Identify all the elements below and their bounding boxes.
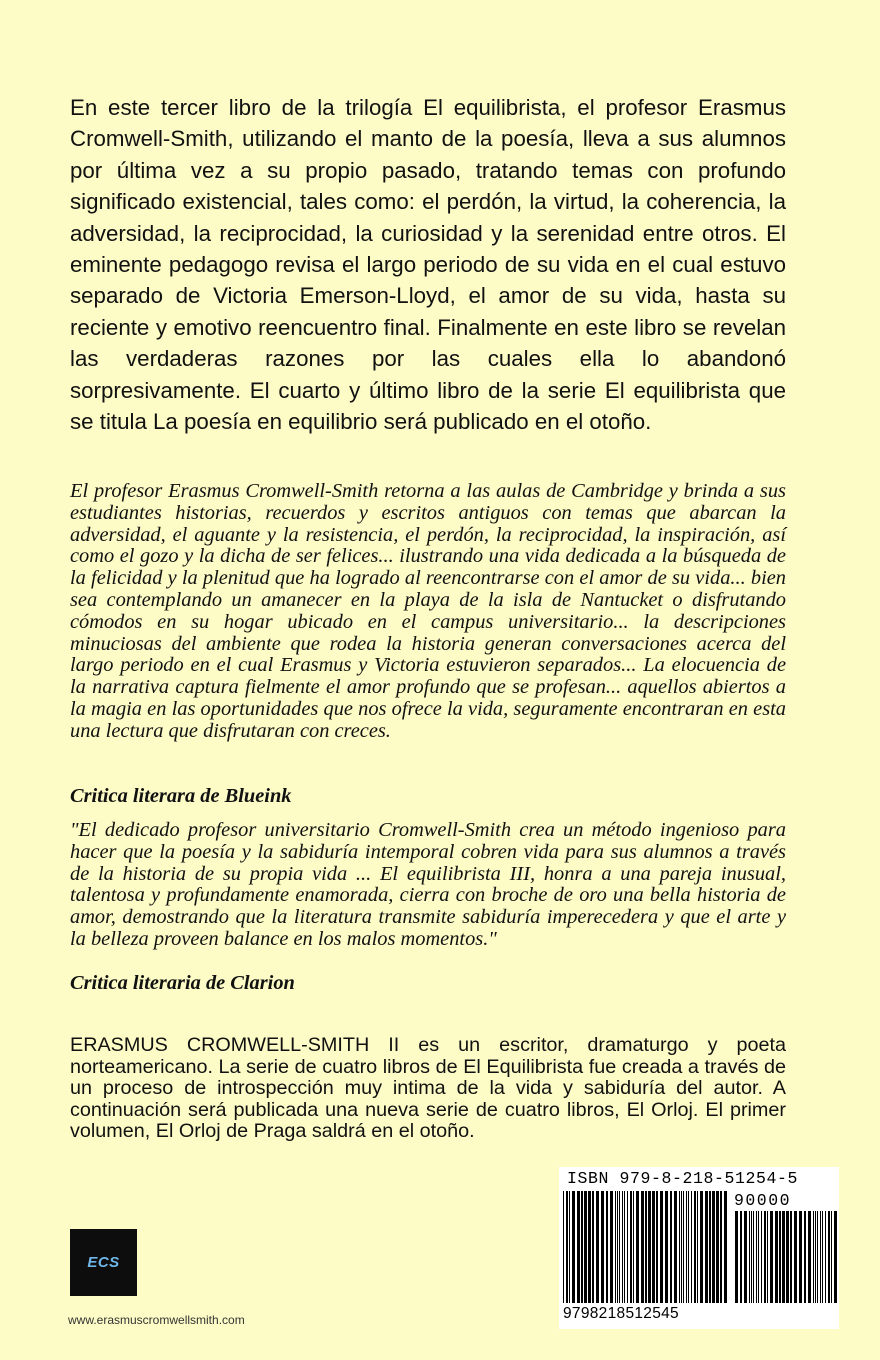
barcode-bar [688,1191,689,1303]
barcode-bar [828,1211,830,1303]
barcode-bar [645,1191,647,1303]
barcode-bar [820,1211,821,1303]
website-url: www.erasmuscromwellsmith.com [68,1313,245,1327]
barcode-bar [615,1191,616,1303]
review-clarion-credit: Critica literaria de Clarion [70,972,295,994]
barcode-bar [569,1191,570,1303]
barcode-bar [697,1191,698,1303]
barcode-bar [749,1211,750,1303]
barcode-bar [622,1191,623,1303]
barcode-bar [786,1211,789,1303]
barcode-bar [709,1191,711,1303]
barcode-bar [619,1191,620,1303]
barcode-bar [588,1191,591,1303]
barcode-bar [648,1191,651,1303]
barcode-bar [694,1191,696,1303]
barcode-bar [606,1191,608,1303]
addon-number: 90000 [734,1191,792,1210]
barcode-bar [794,1211,797,1303]
barcode-bar [656,1191,658,1303]
barcode-bar [577,1191,580,1303]
barcode-bar [627,1191,628,1303]
barcode-bar [712,1191,715,1303]
isbn-label: ISBN 979-8-218-51254-5 [567,1169,799,1188]
barcode-bar [630,1191,632,1303]
barcode-bar [808,1211,811,1303]
barcode-bar [753,1211,754,1303]
barcode-bar [799,1211,802,1303]
barcode-bar [775,1211,778,1303]
barcode-bar [641,1191,644,1303]
barcode-bar [744,1211,747,1303]
barcode-bar [779,1211,781,1303]
barcode-bar [761,1211,762,1303]
barcode-bar [584,1191,587,1303]
barcode-bar [700,1191,703,1303]
barcode-bar [834,1211,837,1303]
synopsis-paragraph: En este tercer libro de la trilogía El equilibrista, el profesor Erasmus Cromwell-Smith, utilizando el manto de la poesía, lleva a sus alumnos por última vez a su propio pasado, tratando temas con profundo significado existencial, tales como: el perdón, la virtud, la coherencia, la adversidad, la reciprocidad, la curiosidad y la serenidad entre otros. El eminente pedagogo revisa el largo periodo de su vida en el cual estuvo separado de Victoria Emerson-Lloyd, el amor de su vida, hasta su reciente y emotivo reencuentro final. Finalmente en este libro se revelan las verdaderas razones por las cuales ella lo abandonó sorpresivamente. El cuarto y último libro de la serie El equilibrista que se titula La poesía en equilibrio será publicado en el otoño. [70,95,786,435]
barcode-bar [572,1191,575,1303]
barcode-bar [601,1191,604,1303]
barcode-bar [617,1191,618,1303]
barcode-bar [825,1211,826,1303]
barcode-bar [566,1191,568,1303]
barcode-bar [790,1211,792,1303]
barcode-bar [679,1191,680,1303]
barcode-bar [758,1211,759,1303]
barcode-bar [674,1191,677,1303]
barcode-bar [636,1191,639,1303]
barcode-bar [756,1211,757,1303]
review-blueink-credit: Critica literara de Blueink [70,785,292,807]
barcode-bar [660,1191,663,1303]
barcode-bar [782,1211,785,1303]
barcode-bar [610,1191,613,1303]
barcode-bar [683,1191,684,1303]
barcode-bar [735,1211,738,1303]
barcode-bar [592,1191,594,1303]
isbn-barcode [559,1167,839,1329]
logo-text: ECS [87,1254,120,1271]
barcode-bar [581,1191,583,1303]
barcode-bar [665,1191,668,1303]
barcode-bar [563,1191,564,1303]
barcode-bar [804,1211,806,1303]
barcode-bar [716,1191,719,1303]
author-bio: ERASMUS CROMWELL-SMITH II es un escritor, dramaturgo y poeta norteamericano. La serie de cuatro libros de El Equilibrista fue creada a través de un proceso de introspección muy intima de la vida y sabiduría del autor. A continuación será publicada una nueva serie de cuatro libros, El Orloj. El primer volumen, El Orloj de Praga saldrá en el otoño. [70,1034,786,1143]
barcode-bar [831,1211,832,1303]
review-clarion-text: "El dedicado profesor universitario Cromwell-Smith crea un método ingenioso para hacer que la poesía y la sabiduría intemporal cobren vida para sus alumnos a través de la historia de su propia vida ... El equilibrista III, honra a una pareja inusual, talentosa y profundamente enamorada, cierra con broche de oro una bella historia de amor, demostrando que la literatura transmite sabiduría imperecedera y que el arte y la belleza proveen balance en los malos momentos." [70,819,786,950]
barcode-bar [764,1211,766,1303]
barcode-bar [815,1211,816,1303]
barcode-bar [691,1191,692,1303]
barcode-bar [596,1191,599,1303]
barcode-bar [720,1191,722,1303]
review-blueink-text: El profesor Erasmus Cromwell-Smith retorna a las aulas de Cambridge y brinda a sus estudiantes historias, recuerdos y escritos antiguos con temas que abarcan la adversidad, el aguante y la resistencia, el perdón, la reciprocidad, la inspiración, así como el gozo y la dicha de ser felices... ilustrando una vida dedicada a la búsqueda de la felicidad y la plenitud que ha logrado al reencontrarse con el amor de su vida... bien sea contemplando un amanecer en la playa de la isla de Nantucket o disfrutando cómodos en su hogar ubicado en el campus universitario... la descripciones minuciosas del ambiente que rodea la historia generan conversaciones acerca del largo periodo en el cual Erasmus y Victoria estuvieron separados... La elocuencia de la narrativa captura fielmente el amor profundo que se profesan... aquellos abiertos a la magia en las oportunidades que nos ofrece la vida, seguramente encontraran en esta una lectura que disfrutaran con creces. [70,480,786,742]
barcode-bar [770,1211,773,1303]
barcode-bar [813,1211,814,1303]
barcode-bar [724,1191,727,1303]
barcode-bar [681,1191,682,1303]
barcode-bar [633,1191,634,1303]
barcode-bar [767,1211,768,1303]
barcode-bar [670,1191,672,1303]
ecs-logo [70,1229,137,1296]
barcode-bar [751,1211,752,1303]
barcode-bar [817,1211,818,1303]
barcode-bar [705,1191,708,1303]
barcode-bar [624,1191,625,1303]
barcode-bar [686,1191,687,1303]
ean-number: 9798218512545 [563,1305,679,1322]
barcode-bar [740,1211,742,1303]
barcode-bar [652,1191,655,1303]
barcode-bar [822,1211,823,1303]
